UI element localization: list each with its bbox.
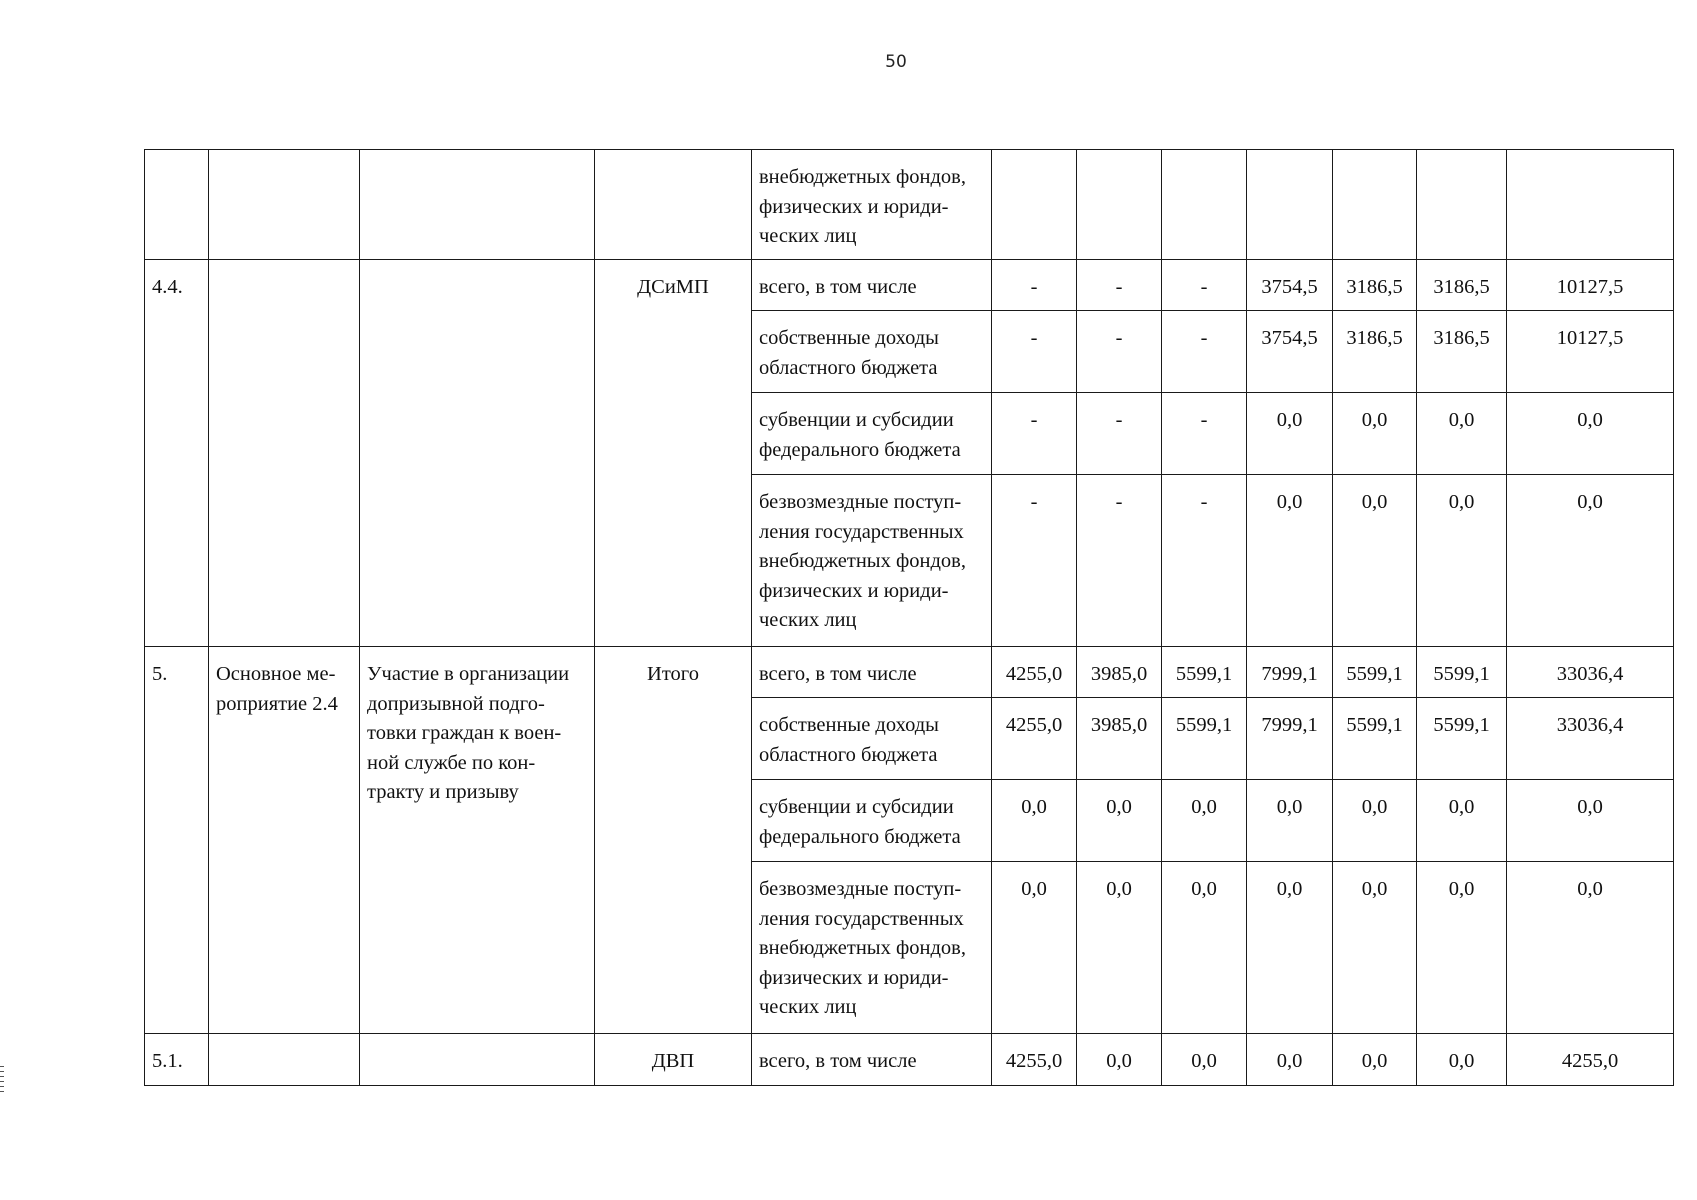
event-cell — [209, 1034, 360, 1086]
budget-table — [144, 149, 1674, 1086]
year-value-cell: 3186,5 — [1333, 311, 1417, 393]
year-value-cell: - — [1077, 475, 1162, 647]
total-value-cell: 0,0 — [1507, 862, 1674, 1034]
year-value-cell: 0,0 — [1162, 862, 1247, 1034]
year-value-cell: 0,0 — [1333, 862, 1417, 1034]
responsible-cell — [595, 150, 752, 260]
year-value-cell: - — [1077, 393, 1162, 475]
year-value-cell: 3186,5 — [1417, 311, 1507, 393]
page-number: 50 — [885, 52, 907, 72]
total-value-cell — [1507, 150, 1674, 260]
funding-source-cell: безвозмездные поступ-ления государственных внебюджетных фондов, физических и юриди-ческих лиц — [752, 475, 992, 647]
year-value-cell: 0,0 — [1162, 1034, 1247, 1086]
year-value-cell: 0,0 — [1333, 1034, 1417, 1086]
row-number-cell: 5.1. — [145, 1034, 209, 1086]
total-value-cell: 33036,4 — [1507, 647, 1674, 698]
table-body — [145, 150, 1674, 1086]
year-value-cell: 3186,5 — [1417, 260, 1507, 311]
table-row — [145, 647, 1674, 698]
year-value-cell: - — [992, 475, 1077, 647]
year-value-cell: 0,0 — [1247, 862, 1333, 1034]
year-value-cell: - — [1162, 311, 1247, 393]
row-number-cell — [145, 150, 209, 260]
funding-source-cell: внебюджетных фондов, физических и юриди-ческих лиц — [752, 150, 992, 260]
year-value-cell: 5599,1 — [1333, 698, 1417, 780]
table-row — [145, 1034, 1674, 1086]
year-value-cell: 0,0 — [1417, 1034, 1507, 1086]
total-value-cell: 10127,5 — [1507, 311, 1674, 393]
year-value-cell: 0,0 — [1333, 393, 1417, 475]
year-value-cell: - — [1162, 393, 1247, 475]
total-value-cell: 0,0 — [1507, 393, 1674, 475]
year-value-cell: 3754,5 — [1247, 260, 1333, 311]
year-value-cell — [1333, 150, 1417, 260]
total-value-cell: 10127,5 — [1507, 260, 1674, 311]
year-value-cell — [1247, 150, 1333, 260]
funding-source-cell: безвозмездные поступ-ления государственных внебюджетных фондов, физических и юриди-ческих лиц — [752, 862, 992, 1034]
year-value-cell: 5599,1 — [1333, 647, 1417, 698]
year-value-cell: 0,0 — [1247, 780, 1333, 862]
year-value-cell: 0,0 — [1417, 780, 1507, 862]
total-value-cell: 4255,0 — [1507, 1034, 1674, 1086]
table-row — [145, 150, 1674, 260]
table-row — [145, 260, 1674, 311]
year-value-cell: 4255,0 — [992, 1034, 1077, 1086]
year-value-cell: - — [1162, 260, 1247, 311]
year-value-cell: - — [1077, 311, 1162, 393]
funding-source-cell: всего, в том числе — [752, 1034, 992, 1086]
responsible-cell: ДСиМП — [595, 260, 752, 647]
event-cell: Основное ме-роприятие 2.4 — [209, 647, 360, 1034]
year-value-cell: 7999,1 — [1247, 698, 1333, 780]
year-value-cell: 0,0 — [1077, 780, 1162, 862]
row-number-cell: 4.4. — [145, 260, 209, 647]
year-value-cell: 0,0 — [1333, 475, 1417, 647]
event-cell — [209, 260, 360, 647]
year-value-cell: 0,0 — [1247, 475, 1333, 647]
funding-source-cell: субвенции и субсидии федерального бюджета — [752, 393, 992, 475]
year-value-cell: 0,0 — [992, 862, 1077, 1034]
funding-source-cell: всего, в том числе — [752, 260, 992, 311]
year-value-cell: 5599,1 — [1162, 647, 1247, 698]
year-value-cell — [992, 150, 1077, 260]
year-value-cell: 5599,1 — [1417, 647, 1507, 698]
year-value-cell — [1077, 150, 1162, 260]
year-value-cell: - — [1077, 260, 1162, 311]
year-value-cell: 3754,5 — [1247, 311, 1333, 393]
event-name-cell — [360, 1034, 595, 1086]
year-value-cell — [1417, 150, 1507, 260]
funding-source-cell: собственные доходы областного бюджета — [752, 698, 992, 780]
year-value-cell: 3985,0 — [1077, 698, 1162, 780]
year-value-cell: 4255,0 — [992, 647, 1077, 698]
margin-marks — [0, 1066, 4, 1096]
year-value-cell: 0,0 — [1162, 780, 1247, 862]
row-number-cell: 5. — [145, 647, 209, 1034]
year-value-cell: 0,0 — [1247, 393, 1333, 475]
event-name-cell — [360, 150, 595, 260]
year-value-cell: 4255,0 — [992, 698, 1077, 780]
event-name-cell — [360, 260, 595, 647]
year-value-cell: 0,0 — [1077, 862, 1162, 1034]
year-value-cell: 0,0 — [1247, 1034, 1333, 1086]
funding-source-cell: собственные доходы областного бюджета — [752, 311, 992, 393]
year-value-cell: - — [1162, 475, 1247, 647]
year-value-cell — [1162, 150, 1247, 260]
year-value-cell: 5599,1 — [1417, 698, 1507, 780]
funding-source-cell: субвенции и субсидии федерального бюджета — [752, 780, 992, 862]
responsible-cell: Итого — [595, 647, 752, 1034]
event-cell — [209, 150, 360, 260]
year-value-cell: 3186,5 — [1333, 260, 1417, 311]
year-value-cell: 0,0 — [1077, 1034, 1162, 1086]
year-value-cell: 0,0 — [1417, 393, 1507, 475]
funding-source-cell: всего, в том числе — [752, 647, 992, 698]
year-value-cell: 0,0 — [1417, 862, 1507, 1034]
year-value-cell: - — [992, 260, 1077, 311]
total-value-cell: 33036,4 — [1507, 698, 1674, 780]
year-value-cell: 5599,1 — [1162, 698, 1247, 780]
year-value-cell: - — [992, 311, 1077, 393]
year-value-cell: 0,0 — [992, 780, 1077, 862]
year-value-cell: 7999,1 — [1247, 647, 1333, 698]
year-value-cell: - — [992, 393, 1077, 475]
event-name-cell: Участие в организации допризывной подго-товки граждан к воен-ной службе по кон-тракту и призыву — [360, 647, 595, 1034]
responsible-cell: ДВП — [595, 1034, 752, 1086]
year-value-cell: 3985,0 — [1077, 647, 1162, 698]
year-value-cell: 0,0 — [1417, 475, 1507, 647]
total-value-cell: 0,0 — [1507, 780, 1674, 862]
year-value-cell: 0,0 — [1333, 780, 1417, 862]
total-value-cell: 0,0 — [1507, 475, 1674, 647]
